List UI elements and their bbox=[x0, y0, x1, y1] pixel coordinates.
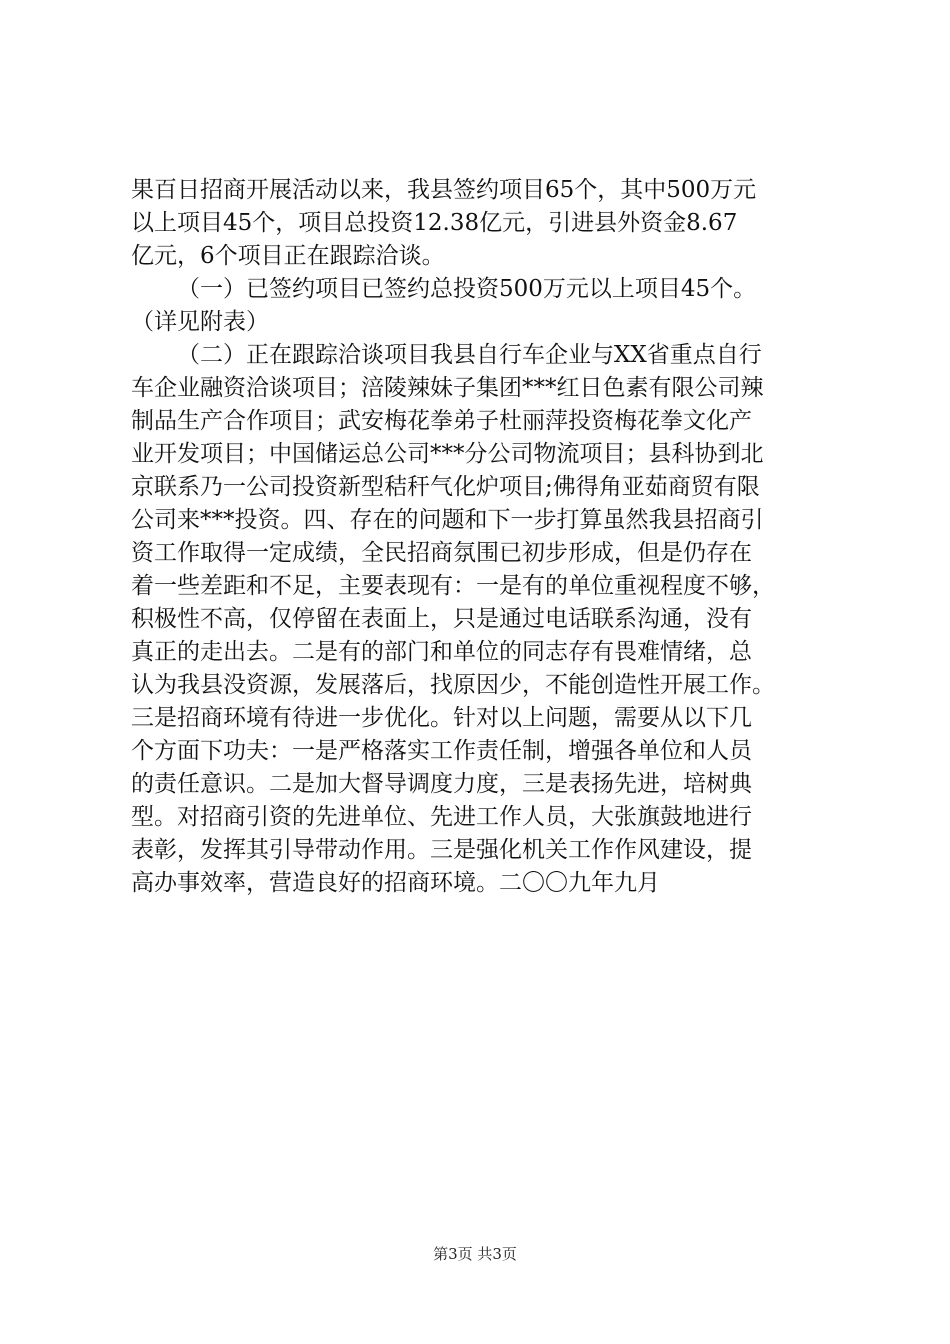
text-line: 公司来***投资。四、存在的问题和下一步打算虽然我县招商引 bbox=[131, 507, 764, 533]
page-number-footer: 第3页 共3页 bbox=[433, 1245, 517, 1263]
text-line: 果百日招商开展活动以来，我县签约项目65个，其中500万元 bbox=[131, 177, 757, 203]
text-line: 车企业融资洽谈项目；涪陵辣妹子集团***红日色素有限公司辣 bbox=[131, 375, 764, 401]
text-line: 亿元，6个项目正在跟踪洽谈。 bbox=[131, 243, 445, 269]
text-line: （详见附表） bbox=[131, 309, 269, 335]
text-line: 高办事效率，营造良好的招商环境。二〇〇九年九月 bbox=[131, 870, 660, 896]
text-line: 京联系乃一公司投资新型秸秆气化炉项目;佛得角亚茹商贸有限 bbox=[131, 474, 760, 500]
text-line: 个方面下功夫：一是严格落实工作责任制，增强各单位和人员 bbox=[131, 738, 752, 764]
text-line: （一）已签约项目已签约总投资500万元以上项目45个。 bbox=[177, 276, 757, 302]
text-line: 型。对招商引资的先进单位、先进工作人员，大张旗鼓地进行 bbox=[131, 804, 752, 830]
text-line: 积极性不高，仅停留在表面上，只是通过电话联系沟通，没有 bbox=[131, 606, 752, 632]
text-line: （二）正在跟踪洽谈项目我县自行车企业与XX省重点自行 bbox=[177, 342, 762, 368]
text-line: 资工作取得一定成绩，全民招商氛围已初步形成，但是仍存在 bbox=[131, 540, 752, 566]
text-line: 真正的走出去。二是有的部门和单位的同志存有畏难情绪，总 bbox=[131, 639, 752, 665]
text-line: 表彰，发挥其引导带动作用。三是强化机关工作作风建设，提 bbox=[131, 837, 752, 863]
text-line: 业开发项目；中国储运总公司***分公司物流项目；县科协到北 bbox=[131, 441, 764, 467]
text-line: 的责任意识。二是加大督导调度力度，三是表扬先进，培树典 bbox=[131, 771, 752, 797]
text-line: 认为我县没资源，发展落后，找原因少，不能创造性开展工作。 bbox=[131, 672, 775, 698]
text-line: 着一些差距和不足，主要表现有：一是有的单位重视程度不够， bbox=[131, 573, 775, 599]
text-line: 以上项目45个，项目总投资12.38亿元，引进县外资金8.67 bbox=[131, 210, 738, 236]
text-line: 制品生产合作项目；武安梅花拳弟子杜丽萍投资梅花拳文化产 bbox=[131, 408, 752, 434]
text-line: 三是招商环境有待进一步优化。针对以上问题，需要从以下几 bbox=[131, 705, 752, 731]
document-body bbox=[131, 174, 831, 900]
